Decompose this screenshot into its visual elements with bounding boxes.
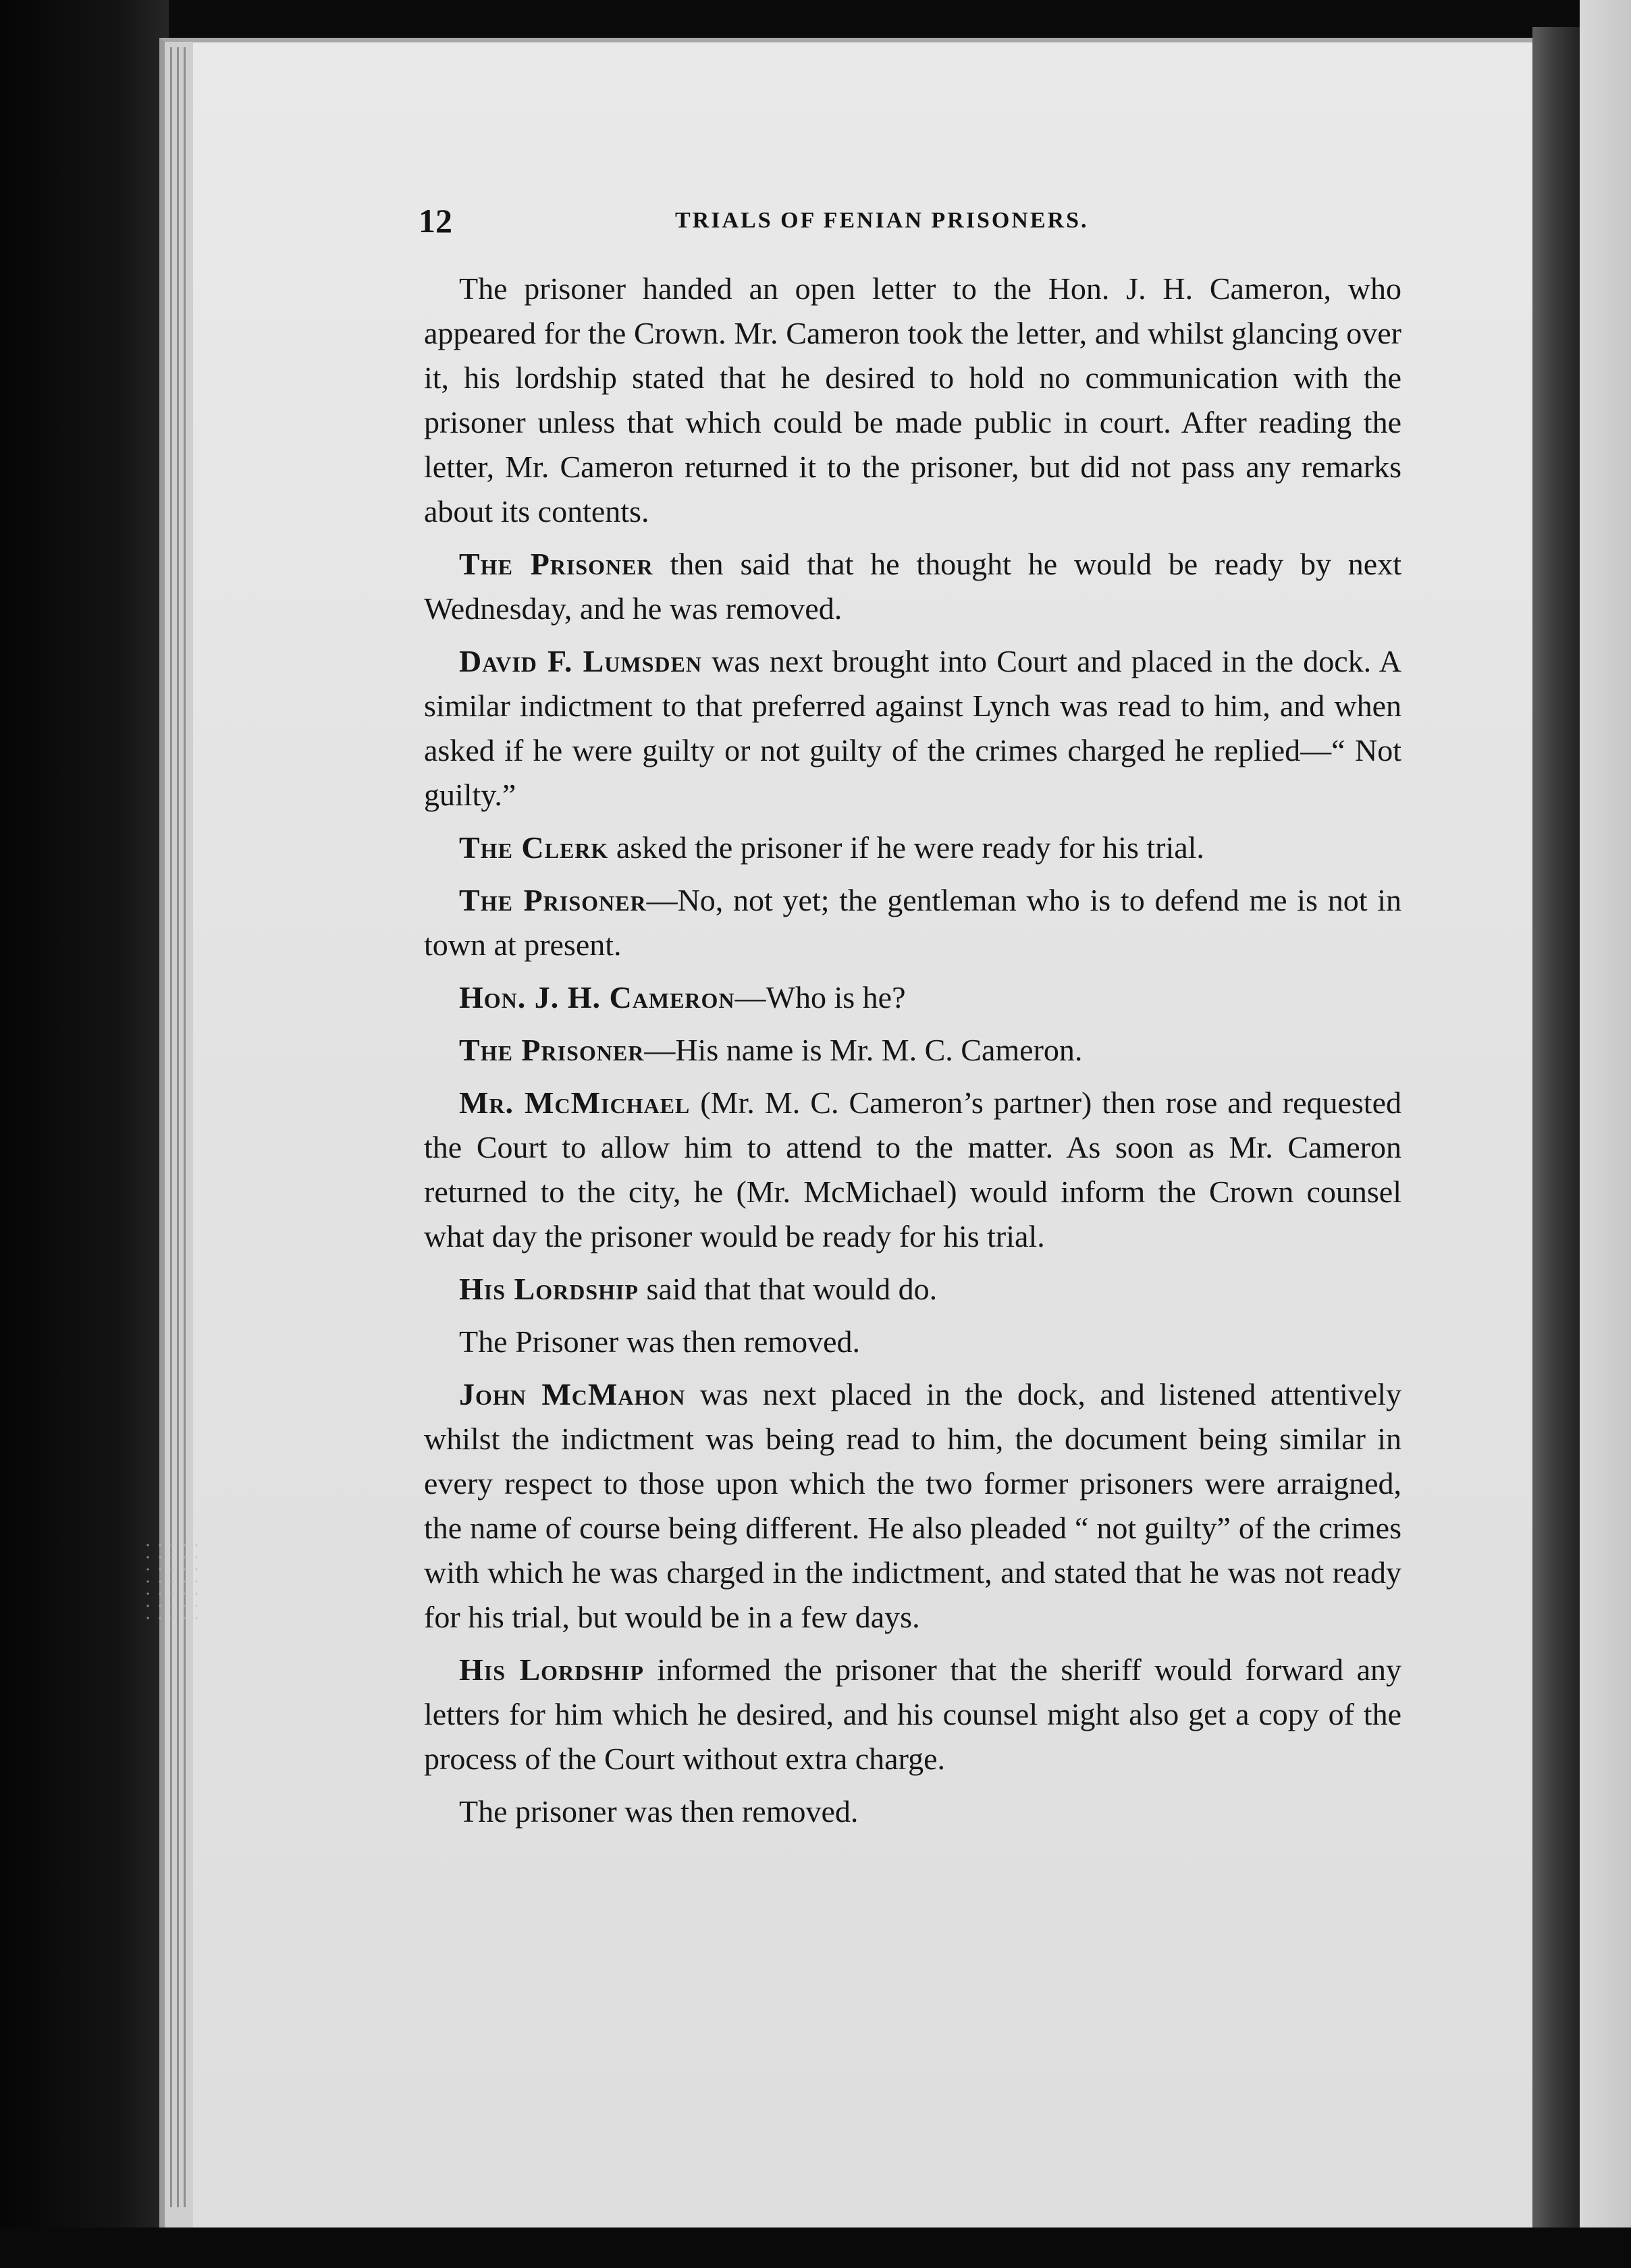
- paragraph: [424, 1789, 1401, 1834]
- paragraph: [424, 975, 1401, 1020]
- speaker-lead: The Prisoner: [459, 883, 647, 917]
- speaker-lead: Mr. McMichael: [459, 1085, 691, 1120]
- speaker-lead: The Prisoner: [459, 547, 653, 581]
- running-title: TRIALS OF FENIAN PRISONERS.: [675, 208, 1089, 233]
- speaker-lead: David F. Lumsden: [459, 644, 702, 678]
- speaker-lead: His Lordship: [459, 1652, 644, 1687]
- page-number: 12: [419, 202, 452, 240]
- speaker-lead: The Prisoner: [459, 1033, 645, 1067]
- paragraph: [424, 267, 1401, 534]
- paragraph-text: (Mr. M. C. Cameron’s partner) then rose and requested the Court to allow him to attend to the matter. As soon as Mr. Cameron returned to the city, he (Mr. McMichael) would inform the Crown counsel what day the prisoner would be ready for his trial.: [424, 1085, 1401, 1253]
- paragraph-text: The prisoner was then removed.: [459, 1794, 859, 1829]
- paragraph-text: The prisoner handed an open letter to the Hon. J. H. Cameron, who appeared for the Crown. Mr. Cameron took the letter, and whilst glancing over it, his lordship stated that he desired to hold no communication with the prisoner unless that which could be made public in court. After reading the letter, Mr. Cameron returned it to the prisoner, but did not pass any remarks about its contents.: [424, 271, 1401, 529]
- paragraph-text: —No, not yet; the gentleman who is to defend me is not in town at present.: [424, 883, 1402, 962]
- paragraph-text: asked the prisoner if he were ready for his trial.: [608, 830, 1204, 865]
- paragraph: [424, 1372, 1401, 1640]
- paragraph: [424, 1028, 1401, 1073]
- scan-left-shadow: [0, 0, 169, 2268]
- paragraph: [424, 826, 1401, 870]
- paragraph-text: —Who is he?: [734, 980, 906, 1015]
- paragraph-text: was next placed in the dock, and listened attentively whilst the indictment was being read to him, the document being similar in every respect to those upon which the two former prisoners were arraigned, the name of course being different. He also pleaded “ not guilty” of the crimes with which he was charged in the indictment, and stated that he was not ready for his trial, but would be in a few days.: [424, 1377, 1401, 1634]
- paragraph-text: said that that would do.: [639, 1272, 938, 1306]
- page-edge-line: [177, 47, 179, 2207]
- spine-shadow: [1532, 27, 1580, 2254]
- page-header: [419, 201, 1404, 248]
- paragraph-text: then said that he thought he would be ready by next Wednesday, and he was removed.: [424, 547, 1401, 626]
- paragraph: [424, 1081, 1401, 1259]
- paragraph-text: informed the prisoner that the sheriff would forward any letters for him which he desired, and his counsel might also get a copy of the process of the Court without extra charge.: [424, 1652, 1401, 1776]
- paragraph: [424, 1320, 1401, 1364]
- page-edge-line: [184, 47, 186, 2207]
- paragraph-text: was next brought into Court and placed in the dock. A similar indictment to that preferred against Lynch was read to him, and when asked if he were guilty or not guilty of the crimes charged he replied—“ Not guilty.”: [424, 644, 1402, 812]
- speaker-lead: His Lordship: [459, 1272, 639, 1306]
- speaker-lead: Hon. J. H. Cameron: [459, 980, 735, 1015]
- paragraph: [424, 1648, 1401, 1781]
- facing-page-edge: [1580, 0, 1631, 2268]
- paragraph: [424, 542, 1401, 631]
- paragraph: [424, 1267, 1401, 1312]
- paragraph: [424, 639, 1401, 817]
- paragraph: [424, 878, 1401, 967]
- body-text: [424, 267, 1401, 1842]
- speaker-lead: John McMahon: [459, 1377, 686, 1411]
- scan-bottom-margin: [0, 2228, 1631, 2268]
- speaker-lead: The Clerk: [459, 830, 609, 865]
- paper-speckle: [142, 1539, 203, 1620]
- paragraph-text: —His name is Mr. M. C. Cameron.: [644, 1033, 1083, 1067]
- page-edge-line: [170, 47, 172, 2207]
- paragraph-text: The Prisoner was then removed.: [459, 1324, 861, 1359]
